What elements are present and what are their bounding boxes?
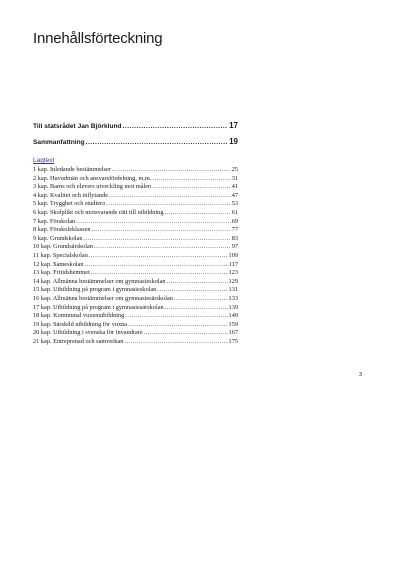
toc-entry-label: 8 kap. Förskoleklassen	[33, 226, 91, 234]
toc-entry-label: 6 kap. Skolplikt och motsvarande rätt till utbildning	[33, 208, 164, 216]
toc-entry-page: 133	[228, 294, 238, 302]
toc-chapter-entry[interactable]	[33, 321, 238, 330]
toc-entry-page: 25	[231, 166, 238, 173]
toc-entry-page: 159	[228, 320, 238, 328]
toc-chapter-entry[interactable]	[33, 200, 238, 209]
toc-entry-page: 69	[231, 217, 238, 225]
dot-leader	[124, 338, 227, 347]
toc-entry-label: 17 kap. Utbildning på program i gymnasiesärskolan	[33, 303, 164, 311]
toc-chapter-entry[interactable]	[33, 338, 238, 347]
toc-entry-label: 9 kap. Grundskolan	[33, 234, 83, 242]
toc-chapter-entry[interactable]	[33, 192, 238, 201]
lagtext-link[interactable]: Lagtext	[33, 157, 55, 164]
toc-chapter-entry[interactable]	[33, 286, 238, 295]
dot-leader	[106, 200, 230, 209]
dot-leader	[165, 304, 228, 313]
dot-leader	[86, 136, 228, 149]
toc-entry-page: 149	[228, 312, 238, 320]
toc-entry-label: 13 kap. Fritidshemmet	[33, 269, 90, 277]
toc-entry-label: 19 kap. Särskild utbildning för vuxna	[33, 320, 128, 328]
dot-leader	[157, 286, 227, 295]
dot-leader	[128, 321, 227, 330]
toc-entry-page: 61	[231, 208, 238, 216]
toc-entry-label: 11 kap. Specialskolan	[33, 251, 88, 259]
toc-entry-label: 2 kap. Huvudmän och ansvarsfördelning, m.m.	[33, 174, 152, 182]
toc-entry-label: 10 kap. Grundsärskolan	[33, 243, 93, 251]
toc-entry-page: 123	[228, 269, 238, 277]
toc-entry-page: 31	[231, 174, 238, 182]
dot-leader	[152, 175, 230, 184]
chapter-list	[33, 166, 238, 346]
toc-entry-label: 20 kap. Utbildning i svenska för invandrare	[33, 329, 143, 337]
toc-chapter-entry[interactable]	[33, 166, 238, 175]
toc-entry-page: 97	[231, 243, 238, 251]
dot-leader	[164, 209, 230, 218]
toc-entry-page: 41	[231, 183, 238, 191]
dot-leader	[84, 235, 231, 244]
dot-leader	[174, 295, 228, 304]
toc-chapter-entry[interactable]	[33, 252, 238, 261]
page-number: 3	[359, 372, 363, 378]
toc-entry-label: 1 kap. Inledande bestämmelser	[33, 166, 111, 173]
dot-leader	[152, 183, 230, 192]
toc-chapter-entry[interactable]	[33, 312, 238, 321]
toc-entry-page: 117	[228, 260, 238, 268]
toc-chapter-entry[interactable]	[33, 175, 238, 184]
toc-entry-label: Till statsrådet Jan Björklund	[33, 123, 122, 130]
toc-entry-label: Sammanfattning	[33, 139, 85, 146]
toc-chapter-entry[interactable]	[33, 209, 238, 218]
toc-entry-page: 131	[228, 286, 238, 294]
toc-entry-label: 18 kap. Kommunal vuxenutbildning	[33, 312, 125, 320]
toc-chapter-entry[interactable]	[33, 235, 238, 244]
toc-entry-page: 83	[231, 234, 238, 242]
toc-entry-label: 14 kap. Allmänna bestämmelser om gymnasieskolan	[33, 277, 166, 285]
toc-entry-page: 139	[228, 303, 238, 311]
toc-entry-page: 109	[228, 251, 238, 259]
dot-leader	[112, 166, 231, 175]
toc-chapter-entry[interactable]	[33, 269, 238, 278]
toc-entry-label: 5 kap. Trygghet och studiero	[33, 200, 106, 208]
toc-chapter-entry[interactable]	[33, 243, 238, 252]
toc-entry-page: 77	[231, 226, 238, 234]
toc-entry-page: 17	[229, 121, 238, 130]
dot-leader	[123, 120, 229, 133]
toc-entry-label: 3 kap. Barns och elevers utveckling mot målen	[33, 183, 152, 191]
toc-chapter-entry[interactable]	[33, 295, 238, 304]
toc-chapter-entry[interactable]	[33, 226, 238, 235]
toc-entry-label: 7 kap. Förskolan	[33, 217, 76, 225]
dot-leader	[85, 261, 228, 270]
toc-chapter-entry[interactable]	[33, 278, 238, 287]
dot-leader	[91, 269, 228, 278]
toc-chapter-entry[interactable]	[33, 183, 238, 192]
toc-chapter-entry[interactable]	[33, 261, 238, 270]
toc-entry-label: 4 kap. Kvalitet och inflytande	[33, 191, 109, 199]
toc-entry-label: 15 kap. Utbildning på program i gymnasieskolan	[33, 286, 157, 294]
toc-entry-page: 19	[229, 137, 238, 146]
toc-entry-page: 47	[231, 191, 238, 199]
toc-entry-statsradet[interactable]	[33, 119, 238, 133]
dot-leader	[92, 226, 231, 235]
toc-entry-page: 175	[228, 337, 238, 345]
dot-leader	[167, 278, 228, 287]
page-title: Innehållsförteckning	[33, 30, 163, 47]
toc-entry-label: 12 kap. Sameskolan	[33, 260, 84, 268]
toc-chapter-entry[interactable]	[33, 218, 238, 227]
toc-entry-label: 16 kap. Allmänna bestämmelser om gymnasiesärskolan	[33, 294, 173, 302]
toc-entry-label: 21 kap. Entreprenad och samverkan	[33, 337, 124, 345]
toc-chapter-entry[interactable]	[33, 329, 238, 338]
table-of-contents	[33, 119, 238, 346]
dot-leader	[94, 243, 231, 252]
toc-chapter-entry[interactable]	[33, 304, 238, 313]
dot-leader	[76, 218, 231, 227]
toc-entry-page: 53	[231, 200, 238, 208]
dot-leader	[144, 329, 228, 338]
dot-leader	[109, 192, 231, 201]
toc-entry-sammanfattning[interactable]	[33, 135, 238, 149]
toc-entry-page: 129	[228, 277, 238, 285]
toc-entry-page: 167	[228, 329, 238, 337]
dot-leader	[89, 252, 228, 261]
dot-leader	[125, 312, 227, 321]
